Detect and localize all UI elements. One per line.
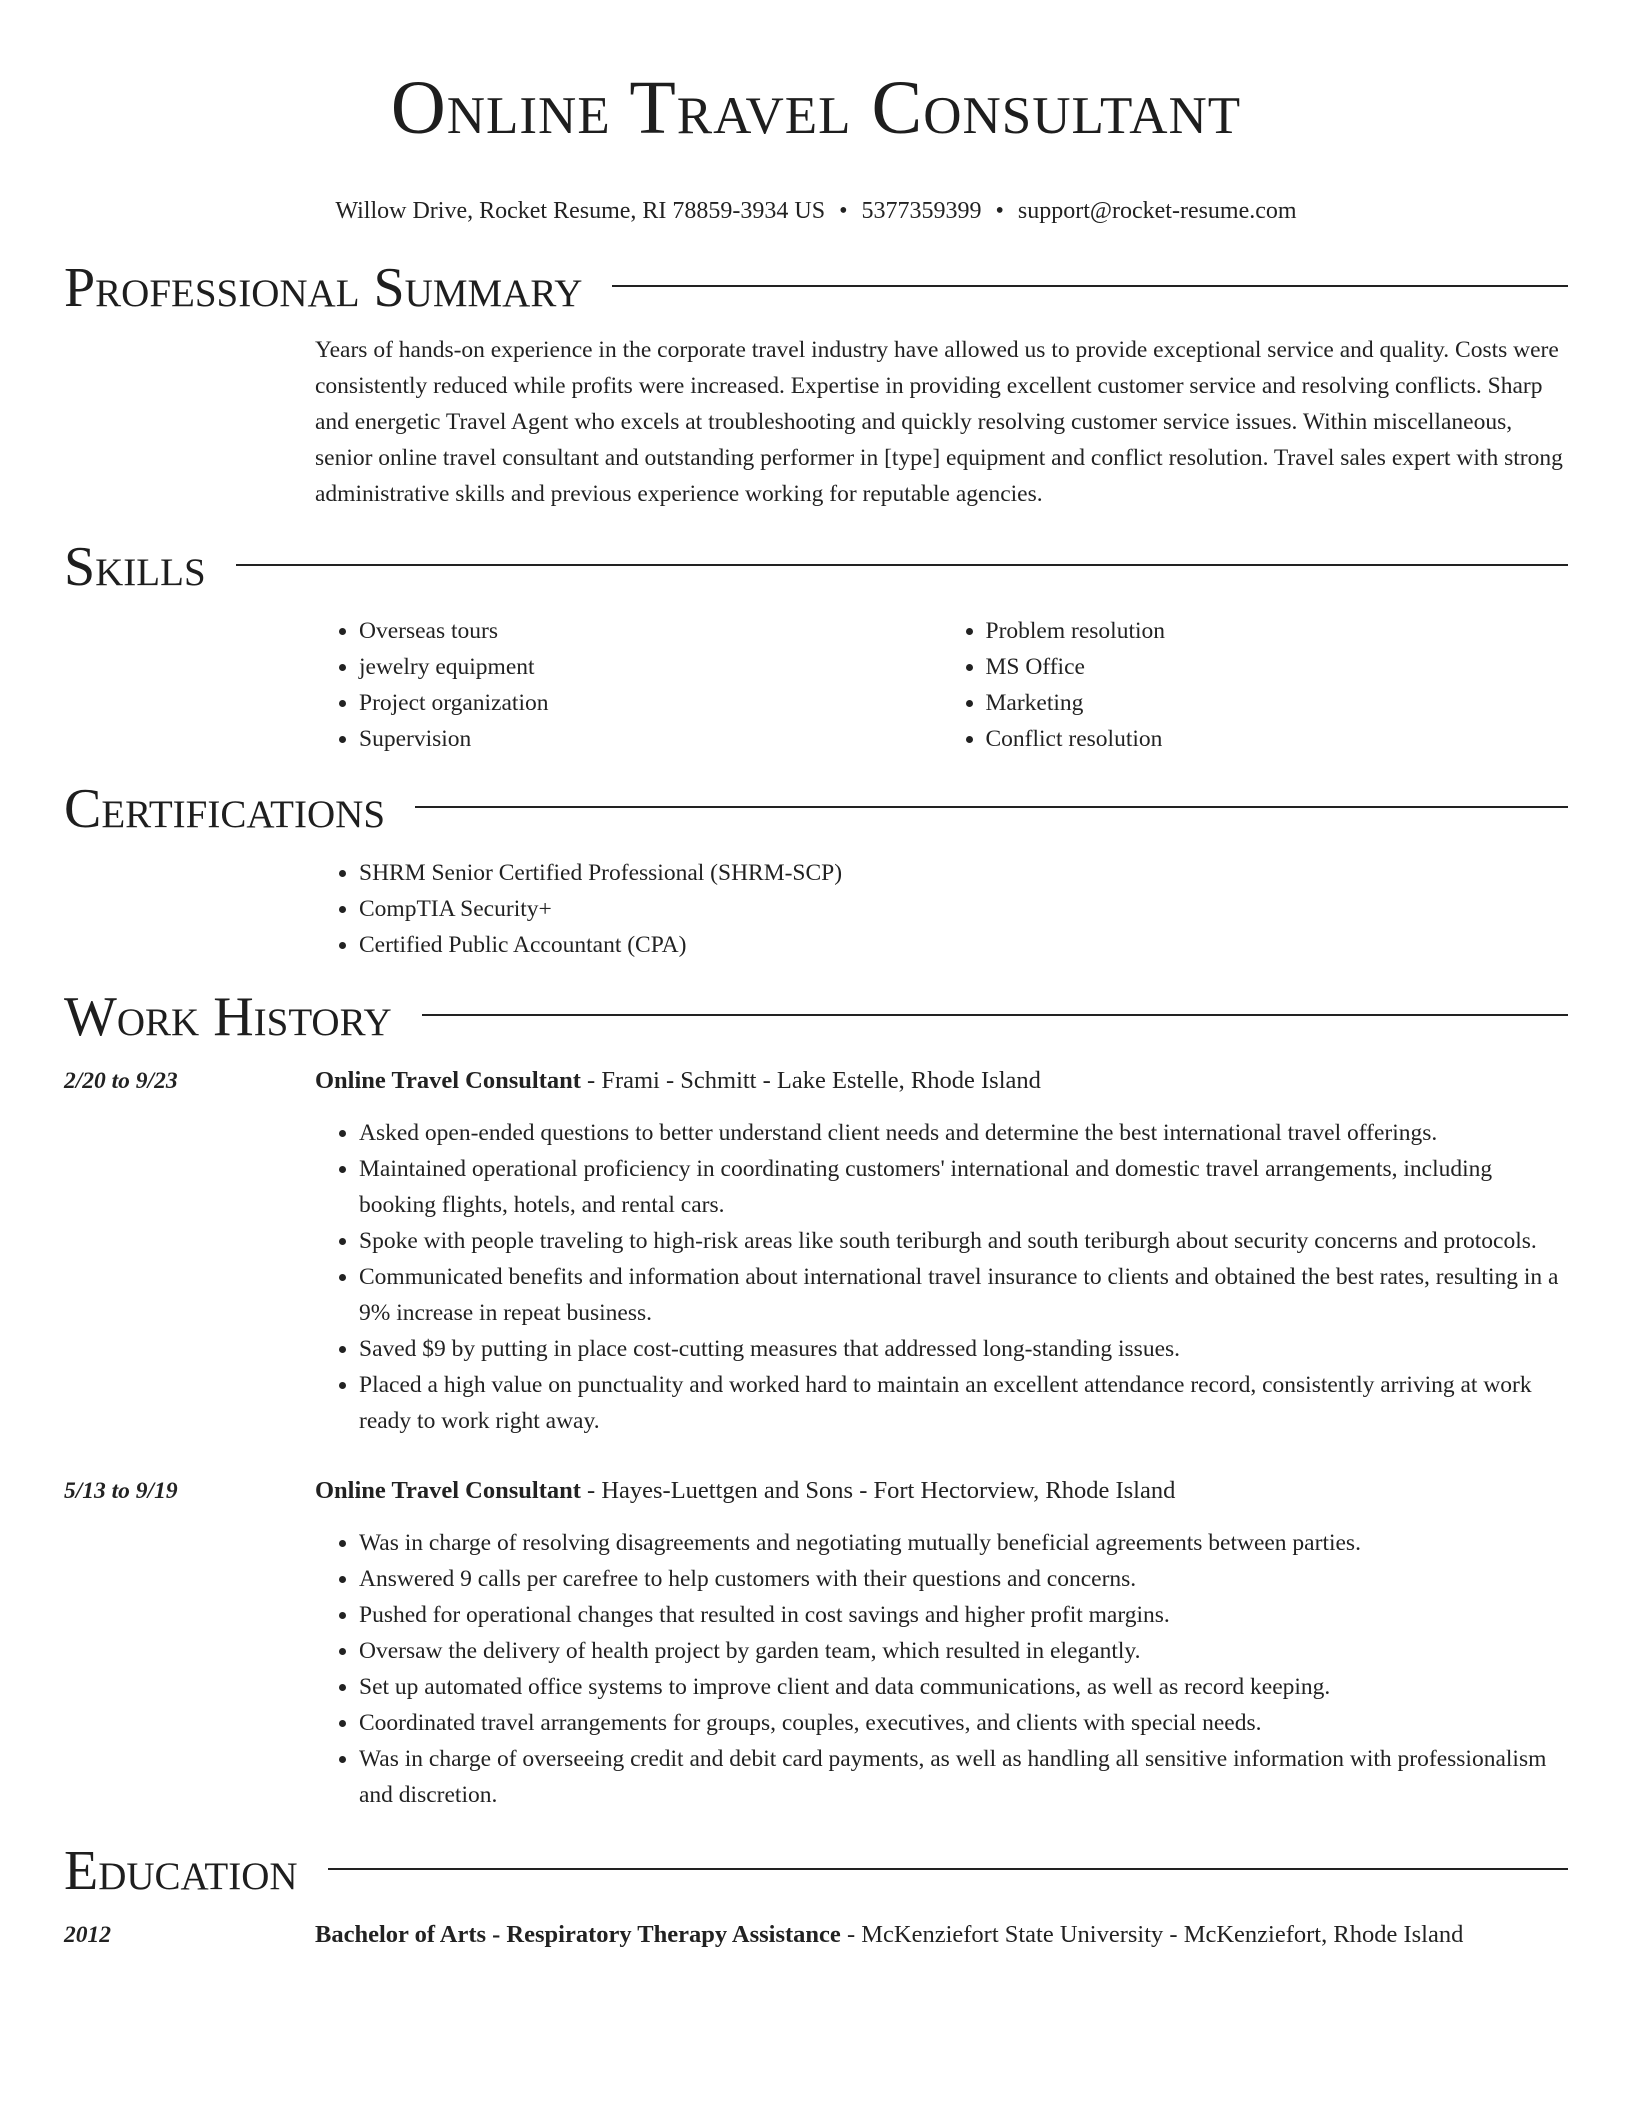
section-title-education: Education: [64, 1840, 298, 1902]
section-title-work-history: Work History: [64, 986, 392, 1048]
certification-item: • SHRM Senior Certified Professional (SHRM-SCP): [359, 855, 1568, 891]
education-year: 2012: [64, 1922, 111, 1948]
job-entry: [64, 1473, 1568, 1813]
summary-section: [64, 256, 1568, 512]
job-bullets: [315, 1115, 1568, 1439]
certifications-section: [64, 777, 1568, 963]
job-bullet: • Answered 9 calls per carefree to help customers with their questions and concerns.: [359, 1561, 1568, 1597]
job-details: - Hayes-Luettgen and Sons - Fort Hectorview, Rhode Island: [580, 1477, 1176, 1504]
job-bullet: • Communicated benefits and information about international travel insurance to clients and obtained the best rates, resulting in a 9% increase in repeat business.: [359, 1259, 1568, 1331]
section-divider: [328, 1868, 1568, 1870]
job-bullet: • Placed a high value on punctuality and worked hard to maintain an excellent attendance record, consistently arriving at work ready to work right away.: [359, 1367, 1568, 1439]
certification-item: • Certified Public Accountant (CPA): [359, 927, 1568, 963]
job-title-line: [315, 1063, 1568, 1099]
section-title-certifications: Certifications: [64, 778, 386, 840]
section-header: [64, 777, 1568, 841]
job-bullet: • Was in charge of overseeing credit and debit card payments, as well as handling all sensitive information with professionalism and discretion.: [359, 1741, 1568, 1813]
job-role: Online Travel Consultant: [315, 1477, 581, 1504]
education-line: [315, 1917, 1568, 1953]
skill-item: • Supervision: [359, 721, 942, 757]
skill-item: • Conflict resolution: [986, 721, 1569, 757]
certification-item: • CompTIA Security+: [359, 891, 1568, 927]
job-entry: [64, 1063, 1568, 1439]
education-section: [64, 1839, 1568, 1953]
certifications-content: [315, 855, 1568, 963]
contact-address: Willow Drive, Rocket Resume, RI 78859-3934 US: [335, 198, 826, 224]
job-body: [315, 1063, 1568, 1439]
job-bullet: • Saved $9 by putting in place cost-cutting measures that addressed long-standing issues.: [359, 1331, 1568, 1367]
section-divider: [612, 285, 1568, 287]
job-details: - Frami - Schmitt - Lake Estelle, Rhode Island: [580, 1067, 1041, 1094]
section-title-summary: Professional Summary: [64, 257, 583, 319]
education-details: - McKenziefort State University - McKenziefort, Rhode Island: [840, 1921, 1464, 1948]
job-bullet: • Asked open-ended questions to better understand client needs and determine the best international travel offerings.: [359, 1115, 1568, 1151]
section-title-skills: Skills: [64, 536, 206, 598]
skill-item: • Problem resolution: [986, 613, 1569, 649]
job-body: [315, 1473, 1568, 1813]
job-bullet: • Maintained operational proficiency in coordinating customers' international and domestic travel arrangements, including booking flights, hotels, and rental cars.: [359, 1151, 1568, 1223]
job-bullet: • Coordinated travel arrangements for groups, couples, executives, and clients with special needs.: [359, 1705, 1568, 1741]
job-bullet: • Was in charge of resolving disagreements and negotiating mutually beneficial agreements between parties.: [359, 1525, 1568, 1561]
job-role: Online Travel Consultant: [315, 1067, 581, 1094]
skills-grid: [315, 613, 1568, 757]
summary-text: Years of hands-on experience in the corporate travel industry have allowed us to provide exceptional service and quality. Costs were consistently reduced while profits were increased. Expertise in providing excellent customer service and resolving conflicts. Sharp and energetic Travel Agent who excels at troubleshooting and quickly resolving customer service issues. Within miscellaneous, senior online travel consultant and outstanding performer in [type] equipment and conflict resolution. Travel sales expert with strong administrative skills and previous experience working for reputable agencies.: [315, 337, 1563, 507]
skill-item: • jewelry equipment: [359, 649, 942, 685]
skill-item: • Overseas tours: [359, 613, 942, 649]
contact-separator: •: [839, 198, 848, 224]
candidate-name: Online Travel Consultant: [390, 66, 1242, 150]
section-divider: [415, 806, 1568, 808]
contact-separator: •: [995, 198, 1004, 224]
education-entry: [64, 1917, 1568, 1953]
job-title-line: [315, 1473, 1568, 1509]
skill-item: • Project organization: [359, 685, 942, 721]
section-header: [64, 256, 1568, 320]
work-history-section: [64, 985, 1568, 1813]
education-degree: Bachelor of Arts - Respiratory Therapy Assistance: [315, 1921, 841, 1948]
skills-list-left: [315, 613, 942, 757]
contact-email: support@rocket-resume.com: [1017, 198, 1297, 224]
section-header: [64, 535, 1568, 599]
job-bullet: • Pushed for operational changes that resulted in cost savings and higher profit margins.: [359, 1597, 1568, 1633]
skills-section: [64, 535, 1568, 757]
certifications-list: [315, 855, 1568, 963]
skill-item: • Marketing: [986, 685, 1569, 721]
section-header: [64, 985, 1568, 1049]
section-divider: [236, 564, 1568, 566]
job-dates: 2/20 to 9/23: [64, 1068, 178, 1094]
contact-phone: 5377359399: [861, 198, 982, 224]
section-header: [64, 1839, 1568, 1903]
skill-item: • MS Office: [986, 649, 1569, 685]
skills-list-right: [942, 613, 1569, 757]
job-bullet: • Oversaw the delivery of health project by garden team, which resulted in elegantly.: [359, 1633, 1568, 1669]
job-bullet: • Spoke with people traveling to high-risk areas like south teriburgh and south teriburgh about security concerns and protocols.: [359, 1223, 1568, 1259]
job-bullets: [315, 1525, 1568, 1813]
job-bullet: • Set up automated office systems to improve client and data communications, as well as record keeping.: [359, 1669, 1568, 1705]
job-dates: 5/13 to 9/19: [64, 1478, 178, 1504]
section-divider: [422, 1014, 1568, 1016]
contact-line: [64, 196, 1568, 226]
